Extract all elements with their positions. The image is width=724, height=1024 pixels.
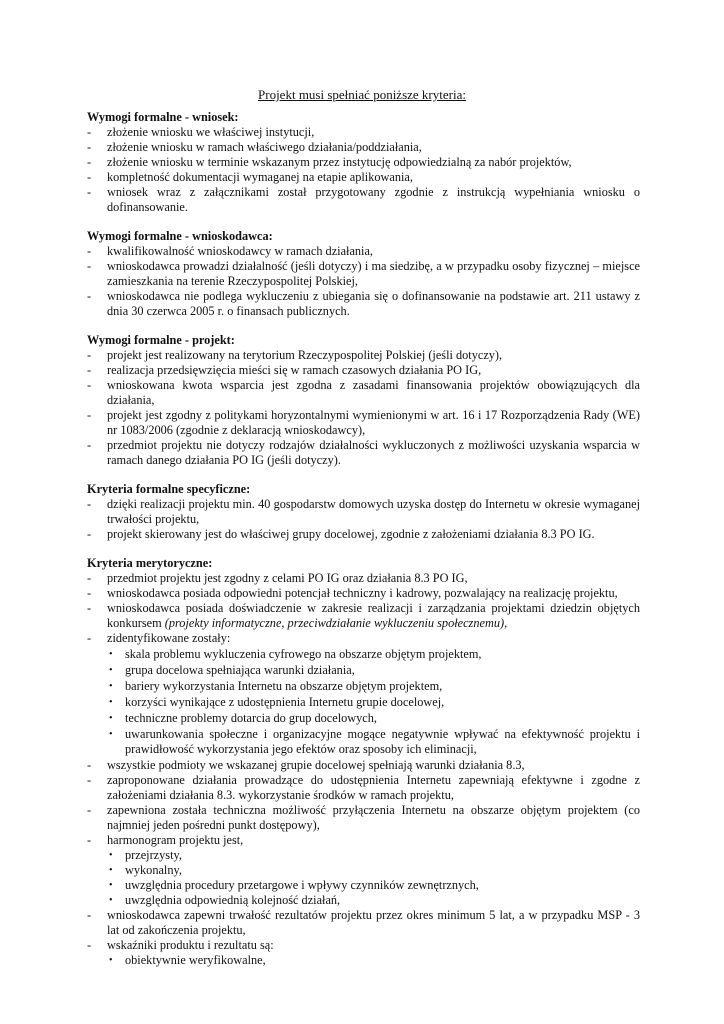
list-item-text: wnioskodawca prowadzi działalność (jeśli dotyczy) i ma siedzibę, a w przypadku osoby fizycznej – miejsce zamieszkania na terenie Rzeczypospolitej Polskiej, — [107, 259, 640, 288]
sub-list-item: • przejrzysty, — [109, 848, 182, 862]
list-item-text: projekt jest realizowany na terytorium Rzeczypospolitej Polskiej (jeśli dotyczy), — [107, 348, 503, 362]
sub-list-item-text: skala problemu wykluczenia cyfrowego na obszarze objętym projektem, — [125, 647, 482, 661]
sub-list-item-text: bariery wykorzystania Internetu na obszarze objętym projektem, — [125, 679, 443, 693]
document-title: Projekt musi spełniać poniższe kryteria: — [258, 87, 466, 102]
sub-list-item-text: uwzględnia procedury przetargowe i wpływy czynników zewnętrznych, — [125, 878, 479, 892]
sub-list-item: • obiektywnie weryfikowalne, — [109, 953, 266, 967]
section-projekt — [87, 333, 640, 468]
section-heading: Kryteria merytoryczne: — [87, 556, 213, 570]
list-item-text: dzięki realizacji projektu min. 40 gospodarstw domowych uzyska dostęp do Internetu w okresie wymaganej trwałości projektu, — [107, 497, 640, 526]
section-wniosek — [87, 110, 640, 215]
list-item-text: złożenie wniosku we właściwej instytucji, — [107, 125, 315, 139]
list-item-text: wnioskodawca zapewni trwałość rezultatów projektu przez okres minimum 5 lat, a w przypadku MSP - 3 lat od zakończenia projektu, — [107, 908, 640, 937]
list-item-text: zaproponowane działania prowadzące do udostępnienia Internetu zapewniają efektywne i zgodne z założeniami działania 8.3. wykorzystanie środków w ramach projektu, — [107, 773, 640, 802]
sub-list-item-text: korzyści wynikające z udostępnienia Internetu grupie docelowej, — [125, 695, 445, 709]
sub-list-item-text: wykonalny, — [125, 863, 182, 877]
section-heading: Wymogi formalne - projekt: — [87, 333, 235, 347]
sub-list-item: • bariery wykorzystania Internetu na obszarze objętym projektem, — [109, 679, 443, 693]
sub-list-item: • korzyści wynikające z udostępnienia Internetu grupie docelowej, — [109, 695, 445, 709]
sub-list-item: • skala problemu wykluczenia cyfrowego na obszarze objętym projektem, — [109, 647, 482, 661]
list-item: - kompletność dokumentacji wymaganej na etapie aplikowania, — [87, 170, 413, 184]
list-item-text: realizacja przedsięwzięcia mieści się w ramach czasowych działania PO IG, — [107, 363, 482, 377]
list-item-text: zidentyfikowane zostały: — [107, 631, 231, 645]
list-item-text: harmonogram projektu jest, — [107, 833, 244, 847]
list-item-text: wniosek wraz z załącznikami został przygotowany zgodnie z instrukcją wypełniania wniosku o dofinansowanie. — [107, 185, 640, 214]
list-item-text: wnioskodawca posiada odpowiedni potencjał techniczny i kadrowy, pozwalający na realizację projektu, — [107, 586, 618, 600]
sub-list-item-text: uwzględnia odpowiednią kolejność działań, — [125, 893, 341, 907]
section-heading: Wymogi formalne - wniosek: — [87, 110, 239, 124]
list-item-text: wnioskowana kwota wsparcia jest zgodna z zasadami finansowania projektów obowiązujących dla działania, — [107, 378, 640, 407]
list-item-text: projekt jest zgodny z politykami horyzontalnymi wymienionymi w art. 16 i 17 Rozporządzenia Rady (WE) nr 1083/2006 (zgodnie z deklaracją wnioskodawcy), — [107, 408, 640, 437]
sub-list-item-text: obiektywnie weryfikowalne, — [125, 953, 266, 967]
list-item: - wnioskodawca posiada doświadczenie w zakresie realizacji i zarządzania projektami dziedzin objętych konkursem (projekty informatyczne, przeciwdziałanie wykluczeniu społecznemu), — [87, 601, 640, 630]
list-item: - zapewniona została techniczna możliwość przyłączenia Internetu na obszarze objętym projektem (co najmniej jeden pośredni punkt dostępowy), — [87, 803, 640, 832]
sub-list-item: • uwzględnia odpowiednią kolejność działań, — [109, 893, 341, 907]
document-body — [87, 110, 640, 982]
list-item: - dzięki realizacji projektu min. 40 gospodarstw domowych uzyska dostęp do Internetu w okresie wymaganej trwałości projektu, — [87, 497, 640, 526]
list-item-text: złożenie wniosku w terminie wskazanym przez instytucję odpowiedzialną za nabór projektów, — [107, 155, 572, 169]
list-item: - wnioskodawca posiada odpowiedni potencjał techniczny i kadrowy, pozwalający na realizację projektu, — [87, 586, 618, 600]
list-item: - przedmiot projektu jest zgodny z celami PO IG oraz działania 8.3 PO IG, — [87, 571, 468, 585]
sub-list-item: • techniczne problemy dotarcia do grup docelowych, — [109, 711, 377, 725]
list-item: - harmonogram projektu jest, — [87, 833, 244, 847]
list-item: - projekt jest realizowany na terytorium Rzeczypospolitej Polskiej (jeśli dotyczy), — [87, 348, 503, 362]
list-item-text: wnioskodawca posiada doświadczenie w zakresie realizacji i zarządzania projektami dziedzin objętych konkursem — [107, 601, 640, 630]
list-item: - złożenie wniosku w ramach właściwego działania/poddziałania, — [87, 140, 422, 154]
section-wnioskodawca — [87, 229, 640, 319]
sub-list-item: • grupa docelowa spełniająca warunki działania, — [109, 663, 355, 677]
sub-list-item: • uwarunkowania społeczne i organizacyjne mogące negatywnie wpływać na efektywność projektu i prawidłowość wykorzystania jego efektów oraz sposoby ich eliminacji, — [109, 727, 640, 756]
sub-list-item-text: grupa docelowa spełniająca warunki działania, — [125, 663, 355, 677]
list-item-text: wnioskodawca nie podlega wykluczeniu z ubiegania się o dofinansowanie na podstawie art. 211 ustawy z dnia 30 czerwca 2005 r. o finansach publicznych. — [107, 289, 640, 318]
list-item: - zidentyfikowane zostały: — [87, 631, 231, 645]
section-specyficzne — [87, 482, 640, 542]
list-item: - złożenie wniosku we właściwej instytucji, — [87, 125, 315, 139]
section-heading: Kryteria formalne specyficzne: — [87, 482, 251, 496]
sub-list-item: • wykonalny, — [109, 863, 182, 877]
list-item-text: wszystkie podmioty we wskazanej grupie docelowej spełniają warunki działania 8.3, — [107, 758, 525, 772]
list-item-text: kwalifikowalność wnioskodawcy w ramach działania, — [107, 244, 374, 258]
list-item: - projekt skierowany jest do właściwej grupy docelowej, zgodnie z założeniami działania 8.3 PO IG. — [87, 527, 595, 541]
list-item-text: zapewniona została techniczna możliwość przyłączenia Internetu na obszarze objętym projektem (co najmniej jeden pośredni punkt dostępowy), — [107, 803, 640, 832]
list-item: - realizacja przedsięwzięcia mieści się w ramach czasowych działania PO IG, — [87, 363, 482, 377]
sub-list-item: • uwzględnia procedury przetargowe i wpływy czynników zewnętrznych, — [109, 878, 479, 892]
list-item-text: projekt skierowany jest do właściwej grupy docelowej, zgodnie z założeniami działania 8.3 PO IG. — [107, 527, 595, 541]
list-item: - kwalifikowalność wnioskodawcy w ramach działania, — [87, 244, 374, 258]
list-item: - wniosek wraz z załącznikami został przygotowany zgodnie z instrukcją wypełniania wniosku o dofinansowanie. — [87, 185, 640, 214]
list-item: - wnioskodawca nie podlega wykluczeniu z ubiegania się o dofinansowanie na podstawie art. 211 ustawy z dnia 30 czerwca 2005 r. o finansach publicznych. — [87, 289, 640, 318]
section-merytoryczne — [87, 556, 640, 968]
list-item: - wszystkie podmioty we wskazanej grupie docelowej spełniają warunki działania 8.3, — [87, 758, 525, 772]
list-item-text: wskaźniki produktu i rezultatu są: — [107, 938, 274, 952]
list-item-italic-text: (projekty informatyczne, przeciwdziałanie wykluczeniu społecznemu), — [164, 616, 508, 630]
list-item: - zaproponowane działania prowadzące do udostępnienia Internetu zapewniają efektywne i zgodne z założeniami działania 8.3. wykorzystanie środków w ramach projektu, — [87, 773, 640, 802]
list-item: - wnioskowana kwota wsparcia jest zgodna z zasadami finansowania projektów obowiązujących dla działania, — [87, 378, 640, 407]
list-item: - złożenie wniosku w terminie wskazanym przez instytucję odpowiedzialną za nabór projektów, — [87, 155, 572, 169]
list-item-text: złożenie wniosku w ramach właściwego działania/poddziałania, — [107, 140, 422, 154]
list-item: - projekt jest zgodny z politykami horyzontalnymi wymienionymi w art. 16 i 17 Rozporządzenia Rady (WE) nr 1083/2006 (zgodnie z deklaracją wnioskodawcy), — [87, 408, 640, 437]
list-item-text: przedmiot projektu jest zgodny z celami PO IG oraz działania 8.3 PO IG, — [107, 571, 468, 585]
sub-list-item-text: techniczne problemy dotarcia do grup docelowych, — [125, 711, 377, 725]
list-item: - wnioskodawca prowadzi działalność (jeśli dotyczy) i ma siedzibę, a w przypadku osoby fizycznej – miejsce zamieszkania na terenie Rzeczypospolitej Polskiej, — [87, 259, 640, 288]
sub-list-item-text: uwarunkowania społeczne i organizacyjne mogące negatywnie wpływać na efektywność projektu i prawidłowość wykorzystania jego efektów oraz sposoby ich eliminacji, — [125, 727, 640, 756]
list-item-text: kompletność dokumentacji wymaganej na etapie aplikowania, — [107, 170, 413, 184]
list-item: - wskaźniki produktu i rezultatu są: — [87, 938, 274, 952]
list-item: - przedmiot projektu nie dotyczy rodzajów działalności wykluczonych z możliwości uzyskania wsparcia w ramach danego działania PO IG (jeśli dotyczy). — [87, 438, 640, 467]
list-item-text: przedmiot projektu nie dotyczy rodzajów działalności wykluczonych z możliwości uzyskania wsparcia w ramach danego działania PO IG (jeśli dotyczy). — [107, 438, 640, 467]
list-item: - wnioskodawca zapewni trwałość rezultatów projektu przez okres minimum 5 lat, a w przypadku MSP - 3 lat od zakończenia projektu, — [87, 908, 640, 937]
sub-list-item-text: przejrzysty, — [125, 848, 182, 862]
section-heading: Wymogi formalne - wnioskodawca: — [87, 229, 273, 243]
